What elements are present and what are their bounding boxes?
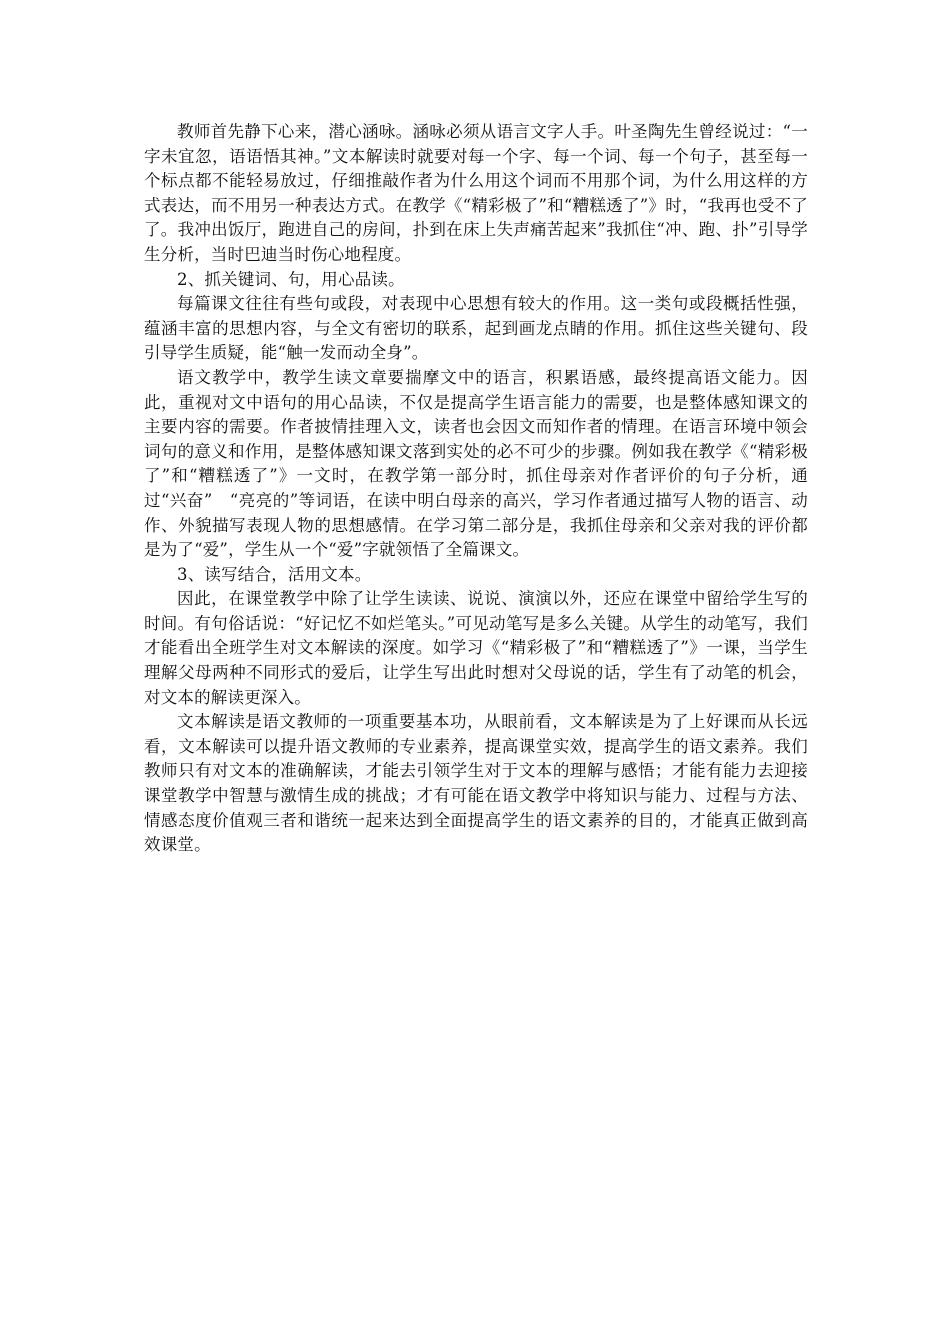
section-heading-key-words: 2、抓关键词、句，用心品读。 [177, 269, 405, 289]
document-page [144, 120, 808, 858]
paragraph-close-reading: 教师首先静下心来，潜心涵咏。涵咏必须从语言文字人手。叶圣陶先生曾经说过：“一字未宜忽，语语悟其神。”文本解读时就要对每一个字、每一个词、每一个句子，甚至每一个标点都不能轻易放过，仔细推敲作者为什么用这个词而不用那个词，为什么用这样的方式表达，而不用另一种表达方式。在教学《“精彩极了”和“糟糕透了”》时，“我再也受不了了。我冲出饭厅，跑进自己的房间，扑到在床上失声痛苦起来”我抓住“冲、跑、扑”引导学生分析，当时巴迪当时伤心地程度。 [144, 122, 808, 264]
paragraph-writing-time: 因此，在课堂教学中除了让学生读读、说说、演演以外，还应在课堂中留给学生写的时间。有句俗话说：“好记忆不如烂笔头。”可见动笔写是多么关键。从学生的动笔写，我们才能看出全班学生对文本解读的深度。如学习《“精彩极了”和“糟糕透了”》一课，当学生理解父母两种不同形式的爱后，让学生写出此时想对父母说的话，学生有了动笔的机会，对文本的解读更深入。 [144, 589, 808, 707]
paragraph-language-teaching: 语文教学中，教学生读文章要揣摩文中的语言，积累语感，最终提高语文能力。因此，重视对文中语句的用心品读，不仅是提高学生语言能力的需要，也是整体感知课文的主要内容的需要。作者披情挂理入文，读者也会因文而知作者的情理。在语言环境中领会词句的意义和作用，是整体感知课文落到实处的必不可少的步骤。例如我在教学《“精彩极了”和“糟糕透了”》一文时，在教学第一部分时，抓住母亲对作者评价的句子分析，通过“兴奋” “亮亮的”等词语，在读中明白母亲的高兴，学习作者通过描写人物的语言、动作、外貌描写表现人物的思想感情。在学习第二部分是，我抓住母亲和父亲对我的评价都是为了“爱”，学生从一个“爱”字就领悟了全篇课文。 [144, 367, 808, 560]
paragraph-key-sentences: 每篇课文往往有些句或段，对表现中心思想有较大的作用。这一类句或段概括性强，蕴涵丰富的思想内容，与全文有密切的联系，起到画龙点睛的作用。抓住这些关键句、段引导学生质疑，能“触一发而动全身”。 [144, 294, 808, 363]
paragraph-conclusion: 文本解读是语文教师的一项重要基本功，从眼前看，文本解读是为了上好课而从长远看，文本解读可以提升语文教师的专业素养，提高课堂实效，提高学生的语文素养。我们教师只有对文本的准确解读，才能去引领学生对于文本的理解与感悟；才能有能力去迎接课堂教学中智慧与激情生成的挑战；才有可能在语文教学中将知识与能力、过程与方法、情感态度价值观三者和谐统一起来达到全面提高学生的语文素养的目的，才能真正做到高效课堂。 [144, 712, 808, 855]
section-heading-reading-writing: 3、读写结合，活用文本。 [177, 564, 372, 584]
